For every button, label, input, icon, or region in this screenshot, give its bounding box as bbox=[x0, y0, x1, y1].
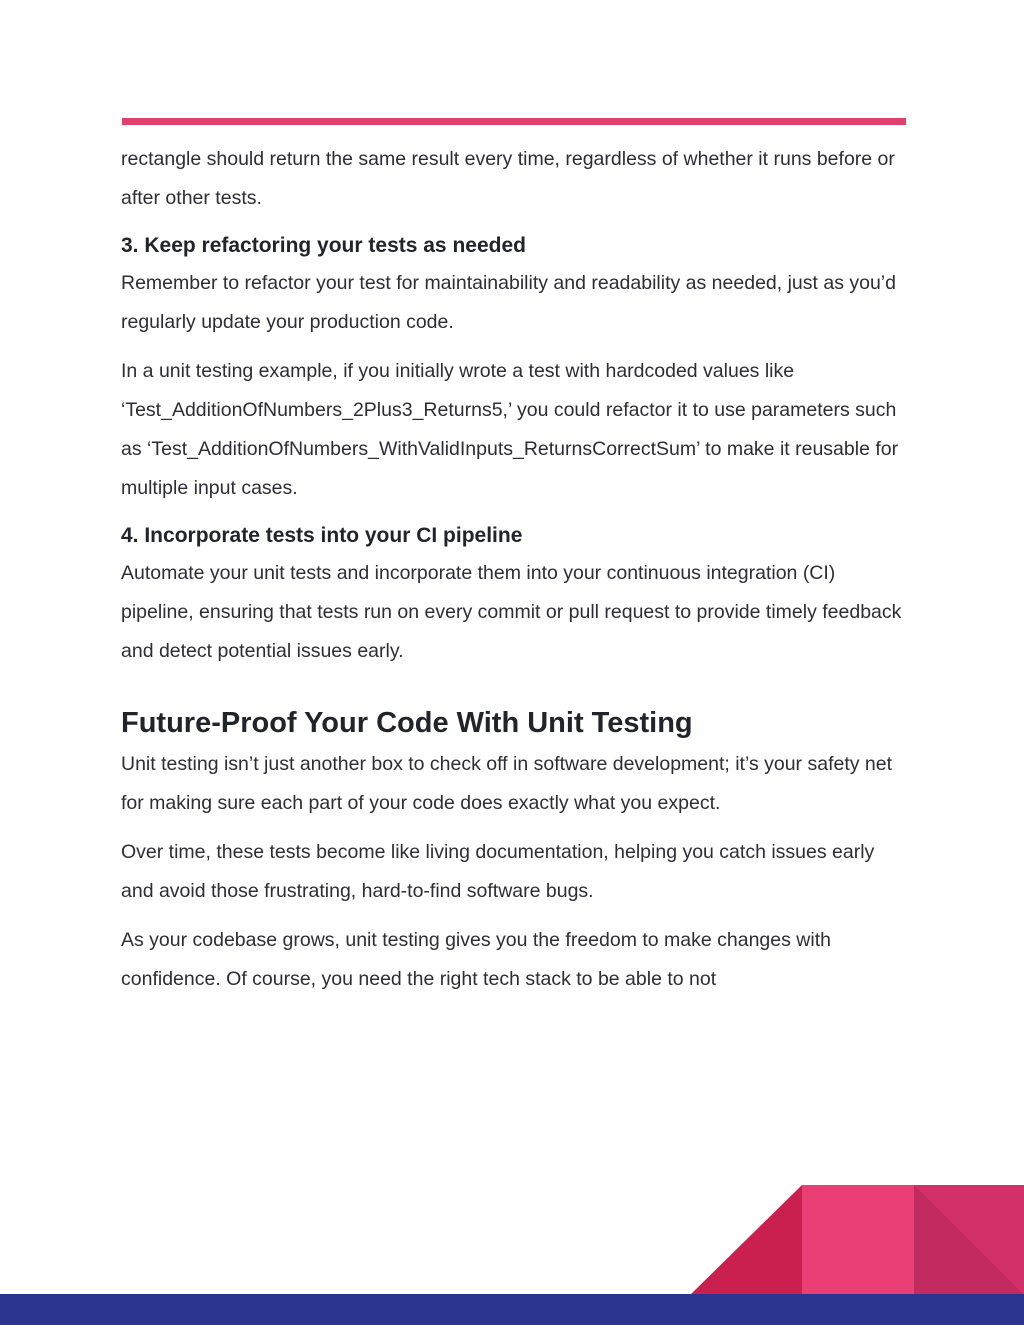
section-paragraph: Automate your unit tests and incorporate them into your continuous integration (CI) pipeline, ensuring that tests run on every commit or pull request to provide timely feedback and detect potential issues early. bbox=[121, 562, 902, 662]
footer-band bbox=[0, 1294, 1024, 1325]
section-paragraph: In a unit testing example, if you initially wrote a test with hardcoded values like ‘Test_AdditionOfNumbers_2Plus3_Returns5,’ you could refactor it to use parameters such as ‘Test_AdditionOfNumbers_WithValidInputs_ReturnsCorrectSum’ to make it reusable for multiple input cases. bbox=[121, 360, 899, 499]
section-refactoring bbox=[121, 228, 911, 508]
section-ci-pipeline bbox=[121, 518, 911, 671]
footer-block-middle bbox=[802, 1185, 914, 1295]
section-heading: 4. Incorporate tests into your CI pipeline bbox=[121, 524, 523, 547]
section-paragraph: Remember to refactor your test for maintainability and readability as needed, just as you’d regularly update your production code. bbox=[121, 272, 896, 333]
section-paragraph: Over time, these tests become like living documentation, helping you catch issues early and avoid those frustrating, hard-to-find software bugs. bbox=[121, 841, 875, 902]
section-future-proof bbox=[121, 701, 911, 999]
intro-paragraph: rectangle should return the same result every time, regardless of whether it runs before or after other tests. bbox=[121, 148, 895, 209]
top-accent-rule bbox=[122, 118, 906, 125]
section-paragraph: Unit testing isn’t just another box to check off in software development; it’s your safety net for making sure each part of your code does exactly what you expect. bbox=[121, 753, 893, 814]
section-title: Future-Proof Your Code With Unit Testing bbox=[121, 707, 693, 739]
page-content bbox=[121, 140, 911, 1009]
footer-triangle-left bbox=[690, 1185, 802, 1295]
section-paragraph: As your codebase grows, unit testing gives you the freedom to make changes with confidence. Of course, you need the right tech stack to be able to not bbox=[121, 929, 831, 990]
footer-decoration bbox=[690, 1185, 1024, 1295]
section-heading: 3. Keep refactoring your tests as needed bbox=[121, 234, 526, 257]
